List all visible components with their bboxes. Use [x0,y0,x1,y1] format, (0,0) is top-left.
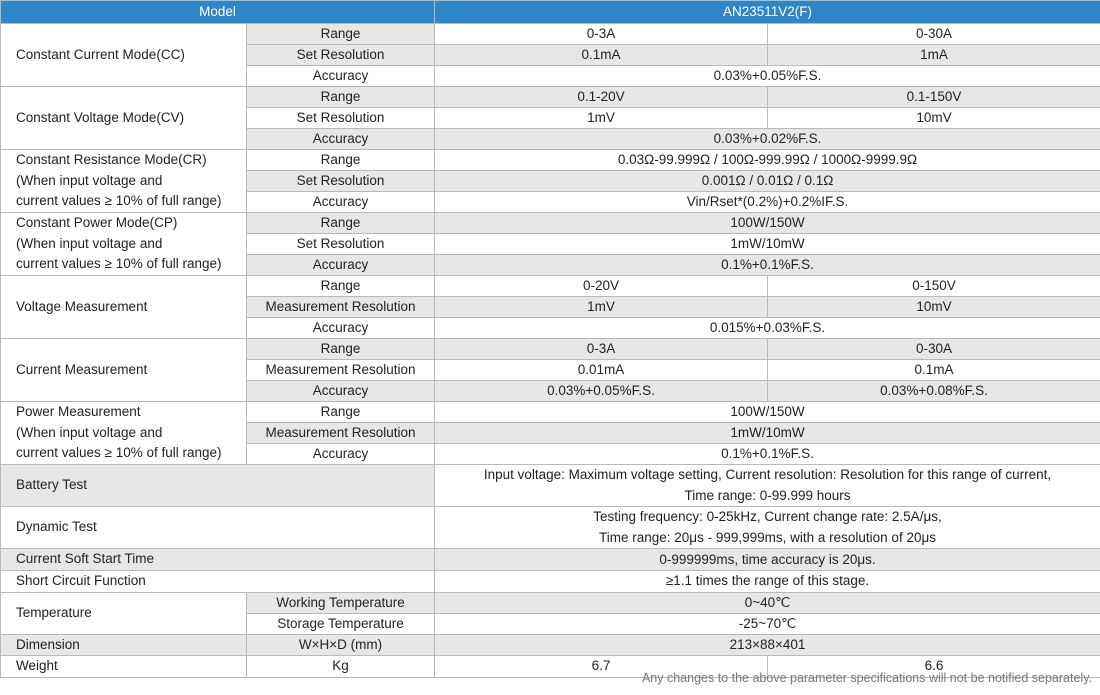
cv-res-2: 10mV [768,108,1100,129]
cr-category [1,150,247,213]
weight-unit: Kg [247,656,435,678]
dimension-unit: W×H×D (mm) [247,634,435,656]
cm-range-2: 0-30A [768,339,1100,360]
cm-res-label: Measurement Resolution [247,360,435,381]
cr-res: 0.001Ω / 0.01Ω / 0.1Ω [435,171,1100,192]
dimension-value: 213×88×401 [435,634,1100,656]
pm-accuracy: 0.1%+0.1%F.S. [435,444,1100,465]
shortcircuit-category: Short Circuit Function [1,570,435,592]
vm-res-2: 10mV [768,297,1100,318]
weight-value-1: 6.7 [435,656,768,678]
cv-category: Constant Voltage Mode(CV) [1,87,247,150]
cp-name-line3: current values ≥ 10% of full range) [16,256,222,272]
cp-name-line2: (When input voltage and [16,235,163,251]
cc-res-2: 1mA [768,45,1100,66]
cr-range-label: Range [247,150,435,171]
dynamic-line2: Time range: 20μs - 999,999ms, with a resolution of 20μs [599,529,936,545]
cm-range-label: Range [247,339,435,360]
temperature-category: Temperature [1,592,247,634]
cm-acc-1: 0.03%+0.05%F.S. [435,381,768,402]
cr-range: 0.03Ω-99.999Ω / 100Ω-999.99Ω / 1000Ω-9999.9Ω [435,150,1100,171]
cc-range-2: 0-30A [768,24,1100,45]
softstart-category: Current Soft Start Time [1,549,435,571]
dynamic-value [435,507,1100,549]
cv-acc-label: Accuracy [247,129,435,150]
vm-acc-label: Accuracy [247,318,435,339]
cc-acc-label: Accuracy [247,66,435,87]
cp-category [1,213,247,276]
cc-range-label: Range [247,24,435,45]
table-row [1,87,1100,108]
cv-accuracy: 0.03%+0.02%F.S. [435,129,1100,150]
cc-res-1: 0.1mA [435,45,768,66]
weight-value-2: 6.6 [768,656,1100,678]
dimension-category: Dimension [1,634,247,656]
work-temp-label: Working Temperature [247,592,435,613]
table-row [1,507,1100,549]
battery-line1: Input voltage: Maximum voltage setting, Current resolution: Resolution for this range of current, [483,467,1052,482]
table-row [1,276,1100,297]
cr-name-line3: current values ≥ 10% of full range) [16,193,222,209]
vm-range-1: 0-20V [435,276,768,297]
pm-res: 1mW/10mW [435,423,1100,444]
cc-res-label: Set Resolution [247,45,435,66]
pm-res-label: Measurement Resolution [247,423,435,444]
pm-category [1,402,247,465]
table-row [1,465,1100,507]
dynamic-category: Dynamic Test [1,507,435,549]
vm-accuracy: 0.015%+0.03%F.S. [435,318,1100,339]
cp-res-label: Set Resolution [247,234,435,255]
table-row [1,24,1100,45]
pm-name-line1: Power Measurement [16,404,141,420]
vm-category: Voltage Measurement [1,276,247,339]
cr-name-line2: (When input voltage and [16,172,163,188]
cv-range-label: Range [247,87,435,108]
pm-acc-label: Accuracy [247,444,435,465]
softstart-value: 0-999999ms, time accuracy is 20μs. [435,549,1100,571]
cv-range-2: 0.1-150V [768,87,1100,108]
cm-category: Current Measurement [1,339,247,402]
cr-res-label: Set Resolution [247,171,435,192]
work-temp-value: 0~40℃ [435,592,1100,613]
cc-range-1: 0-3A [435,24,768,45]
table-header-row [1,1,1100,24]
cv-range-1: 0.1-20V [435,87,768,108]
pm-range-label: Range [247,402,435,423]
table-row [1,150,1100,171]
cp-acc-label: Accuracy [247,255,435,276]
pm-name-line2: (When input voltage and [16,424,163,440]
cp-range-label: Range [247,213,435,234]
store-temp-value: -25~70℃ [435,613,1100,634]
cm-range-1: 0-3A [435,339,768,360]
table-row [1,634,1100,656]
pm-range: 100W/150W [435,402,1100,423]
table-row [1,570,1100,592]
cc-category: Constant Current Mode(CC) [1,24,247,87]
table-row [1,549,1100,571]
cm-res-1: 0.01mA [435,360,768,381]
cp-accuracy: 0.1%+0.1%F.S. [435,255,1100,276]
cv-res-1: 1mV [435,108,768,129]
battery-category: Battery Test [1,465,435,507]
cm-acc-2: 0.03%+0.08%F.S. [768,381,1100,402]
vm-res-label: Measurement Resolution [247,297,435,318]
battery-line2: Time range: 0-99.999 hours [684,487,851,503]
vm-range-label: Range [247,276,435,297]
store-temp-label: Storage Temperature [247,613,435,634]
weight-category: Weight [1,656,247,678]
cc-accuracy: 0.03%+0.05%F.S. [435,66,1100,87]
cm-res-2: 0.1mA [768,360,1100,381]
cr-accuracy: Vin/Rset*(0.2%)+0.2%IF.S. [435,192,1100,213]
cr-acc-label: Accuracy [247,192,435,213]
footnote: Any changes to the above parameter specifications will not be notified separately. [641,671,1092,685]
cp-range: 100W/150W [435,213,1100,234]
cp-res: 1mW/10mW [435,234,1100,255]
model-header-label: Model [1,1,435,24]
cr-name-line1: Constant Resistance Mode(CR) [16,152,207,168]
vm-res-1: 1mV [435,297,768,318]
cm-acc-label: Accuracy [247,381,435,402]
vm-range-2: 0-150V [768,276,1100,297]
cv-res-label: Set Resolution [247,108,435,129]
shortcircuit-value: ≥1.1 times the range of this stage. [435,570,1100,592]
model-header-value: AN23511V2(F) [435,1,1100,24]
table-row [1,213,1100,234]
battery-value [435,465,1100,507]
table-row [1,592,1100,613]
pm-name-line3: current values ≥ 10% of full range) [16,445,222,461]
table-row [1,402,1100,423]
dynamic-line1: Testing frequency: 0-25kHz, Current change rate: 2.5A/μs, [593,509,942,525]
cp-name-line1: Constant Power Mode(CP) [16,215,178,231]
table-row [1,339,1100,360]
